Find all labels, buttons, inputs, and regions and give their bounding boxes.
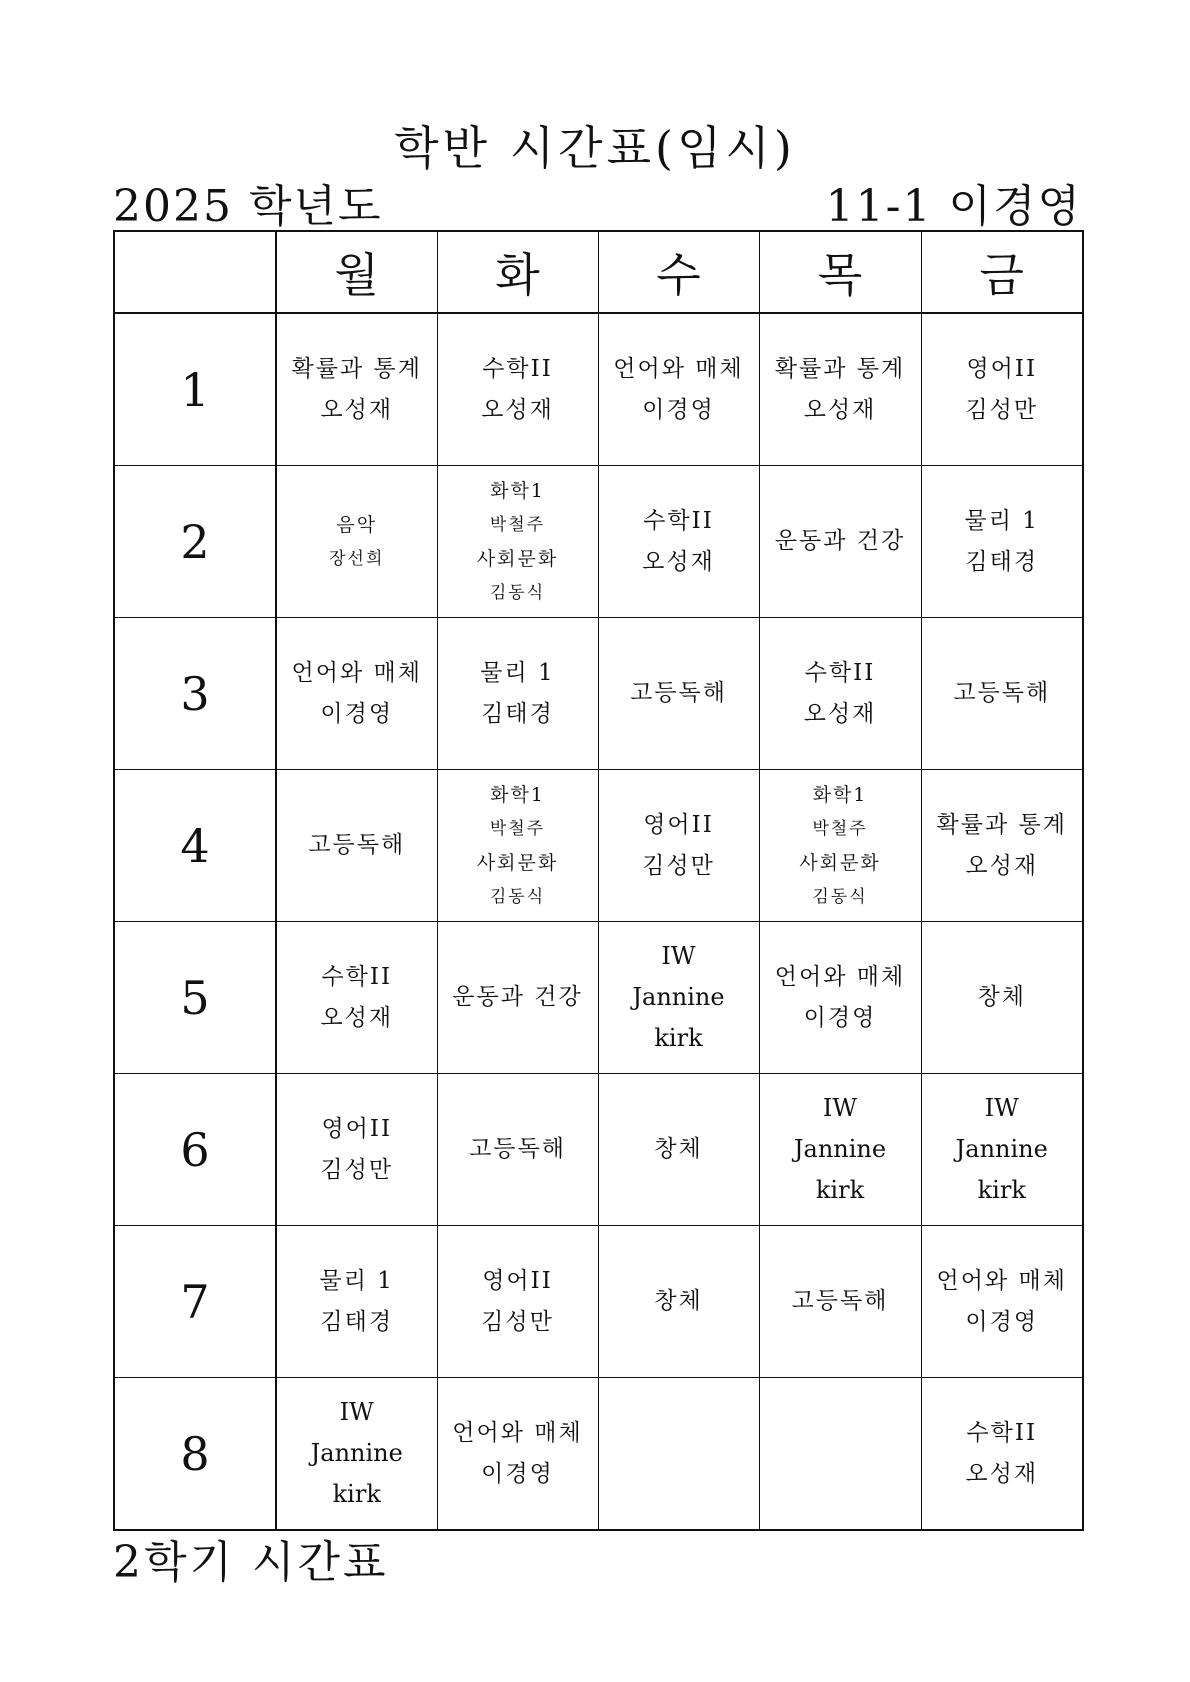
period-number: 2 bbox=[114, 466, 276, 618]
period-number: 8 bbox=[114, 1378, 276, 1531]
teacher-name: 이경영 bbox=[320, 700, 394, 727]
teacher-name: 김성만 bbox=[481, 1308, 554, 1335]
teacher-name: Jannine bbox=[310, 1439, 403, 1467]
class-cell-wed bbox=[598, 313, 759, 466]
class-cell-mon bbox=[276, 770, 437, 922]
class-cell-tue bbox=[437, 618, 598, 770]
subject-name: 사회문화 bbox=[476, 851, 559, 874]
subject-name: 언어와 매체 bbox=[452, 1419, 583, 1446]
class-cell-mon bbox=[276, 466, 437, 618]
class-cell-fri bbox=[921, 1378, 1083, 1531]
period-row bbox=[114, 313, 1083, 466]
subject-name: 영어II bbox=[643, 811, 714, 838]
teacher-name: 김성만 bbox=[965, 396, 1039, 423]
teacher-name: 이경영 bbox=[803, 1004, 877, 1031]
subject-name: 언어와 매체 bbox=[936, 1267, 1067, 1294]
subject-name: 창체 bbox=[977, 984, 1026, 1010]
subject-name: 수학II bbox=[643, 507, 714, 534]
teacher-name: 오성재 bbox=[320, 396, 394, 423]
page-title: 학반 시간표(임시) bbox=[394, 121, 796, 175]
teacher-name: 박철주 bbox=[489, 514, 546, 535]
teacher-name: 오성재 bbox=[481, 396, 554, 423]
subject-name: 사회문화 bbox=[476, 547, 559, 570]
subject-name: 창체 bbox=[654, 1288, 703, 1314]
subject-name: 고등독해 bbox=[630, 680, 727, 706]
subject-name: 화학1 bbox=[812, 783, 868, 806]
class-cell-thu bbox=[759, 1226, 921, 1378]
subject-name: 물리 1 bbox=[964, 507, 1039, 534]
class-cell-wed bbox=[598, 1074, 759, 1226]
class-cell-wed bbox=[598, 922, 759, 1074]
subject-name: 영어II bbox=[966, 355, 1038, 382]
subject-name: 고등독해 bbox=[791, 1288, 889, 1314]
class-cell-mon bbox=[276, 1074, 437, 1226]
subject-name: 음악 bbox=[336, 513, 378, 536]
class-cell-fri bbox=[921, 922, 1083, 1074]
subject-name: 고등독해 bbox=[308, 832, 406, 858]
school-year-label: 2025 학년도 bbox=[113, 181, 383, 232]
subject-name: IW bbox=[984, 1094, 1019, 1122]
subject-name: 고등독해 bbox=[953, 680, 1051, 706]
period-number: 3 bbox=[114, 618, 276, 770]
teacher-name: 오성재 bbox=[965, 852, 1039, 879]
subject-name: IW bbox=[339, 1398, 374, 1426]
subject-name: 사회문화 bbox=[799, 851, 881, 874]
teacher-name: 김성만 bbox=[320, 1156, 394, 1183]
subject-name: IW bbox=[822, 1094, 858, 1122]
subject-name: 운동과 건강 bbox=[452, 984, 583, 1010]
subject-name: 수학II bbox=[966, 1419, 1038, 1446]
class-cell-thu bbox=[759, 313, 921, 466]
period-row bbox=[114, 1378, 1083, 1531]
subject-name: 물리 1 bbox=[319, 1267, 394, 1294]
class-cell-thu bbox=[759, 466, 921, 618]
class-cell-tue bbox=[437, 1378, 598, 1531]
class-cell-tue bbox=[437, 466, 598, 618]
teacher-name: 이경영 bbox=[965, 1308, 1039, 1335]
class-cell-wed bbox=[598, 618, 759, 770]
subject-name: 수학II bbox=[321, 963, 393, 990]
timetable bbox=[113, 230, 1084, 1531]
period-number: 5 bbox=[114, 922, 276, 1074]
class-cell-mon bbox=[276, 313, 437, 466]
teacher-name: 김동식 bbox=[489, 582, 546, 603]
teacher-name: 김태경 bbox=[320, 1308, 394, 1335]
subject-name: 화학1 bbox=[490, 783, 545, 806]
teacher-name: 김성만 bbox=[642, 852, 715, 879]
subject-name: 확률과 통계 bbox=[291, 355, 422, 382]
class-cell-fri bbox=[921, 1074, 1083, 1226]
subject-name: kirk bbox=[654, 1024, 703, 1052]
teacher-name: 오성재 bbox=[965, 1460, 1039, 1487]
teacher-name: 오성재 bbox=[803, 700, 877, 727]
class-cell-tue bbox=[437, 1074, 598, 1226]
class-cell-tue bbox=[437, 1226, 598, 1378]
subject-name: 언어와 매체 bbox=[291, 659, 422, 686]
class-cell-tue bbox=[437, 770, 598, 922]
class-cell-thu bbox=[759, 618, 921, 770]
class-cell-thu bbox=[759, 1074, 921, 1226]
teacher-name: 박철주 bbox=[489, 818, 546, 839]
teacher-name: 이경영 bbox=[642, 396, 715, 423]
subject-name: 확률과 통계 bbox=[936, 811, 1067, 838]
subject-name: 수학II bbox=[482, 355, 553, 382]
subject-name: kirk bbox=[977, 1176, 1026, 1204]
class-cell-wed bbox=[598, 1226, 759, 1378]
period-number: 4 bbox=[114, 770, 276, 922]
class-cell-tue bbox=[437, 313, 598, 466]
subject-name: 물리 1 bbox=[480, 659, 555, 686]
class-cell-mon bbox=[276, 618, 437, 770]
day-header-tue: 화 bbox=[437, 231, 598, 313]
subject-name: 운동과 건강 bbox=[774, 528, 906, 554]
teacher-name: 김태경 bbox=[965, 548, 1039, 575]
teacher-name: 김태경 bbox=[481, 700, 554, 727]
class-cell-wed bbox=[598, 770, 759, 922]
subject-name: 수학II bbox=[804, 659, 876, 686]
header-row bbox=[113, 172, 1082, 232]
teacher-name: 오성재 bbox=[803, 396, 877, 423]
day-header-thu: 목 bbox=[759, 231, 921, 313]
subject-name: 고등독해 bbox=[469, 1136, 566, 1162]
class-cell-fri bbox=[921, 313, 1083, 466]
day-header-mon: 월 bbox=[276, 231, 437, 313]
subject-name: 영어II bbox=[482, 1267, 553, 1294]
period-row bbox=[114, 1226, 1083, 1378]
period-number: 6 bbox=[114, 1074, 276, 1226]
teacher-name: Jannine bbox=[793, 1135, 887, 1163]
teacher-name: Jannine bbox=[955, 1135, 1048, 1163]
class-cell-fri bbox=[921, 618, 1083, 770]
class-cell-fri bbox=[921, 770, 1083, 922]
teacher-name: 오성재 bbox=[642, 548, 715, 575]
period-row bbox=[114, 922, 1083, 1074]
period-row bbox=[114, 770, 1083, 922]
subject-name: 언어와 매체 bbox=[613, 355, 744, 382]
teacher-name: 오성재 bbox=[320, 1004, 394, 1031]
period-number: 1 bbox=[114, 313, 276, 466]
subject-name: 영어II bbox=[321, 1115, 393, 1142]
class-cell-fri bbox=[921, 1226, 1083, 1378]
subject-name: 확률과 통계 bbox=[774, 355, 906, 382]
day-header-fri: 금 bbox=[921, 231, 1083, 313]
class-cell-thu bbox=[759, 922, 921, 1074]
semester-footer: 2학기 시간표 bbox=[113, 1537, 389, 1588]
teacher-name: 김동식 bbox=[812, 886, 868, 907]
subject-name: 언어와 매체 bbox=[774, 963, 906, 990]
class-cell-mon bbox=[276, 922, 437, 1074]
subject-name: kirk bbox=[332, 1480, 381, 1508]
teacher-name: Jannine bbox=[632, 983, 725, 1011]
class-teacher-label: 11-1 이경영 bbox=[825, 181, 1082, 232]
teacher-name: 장선희 bbox=[329, 548, 385, 569]
teacher-name: 김동식 bbox=[489, 886, 546, 907]
subject-name: 창체 bbox=[654, 1136, 703, 1162]
day-header-row bbox=[114, 231, 1083, 313]
class-cell-tue bbox=[437, 922, 598, 1074]
teacher-name: 박철주 bbox=[812, 818, 868, 839]
class-cell-fri bbox=[921, 466, 1083, 618]
day-header-wed: 수 bbox=[598, 231, 759, 313]
class-cell-thu bbox=[759, 770, 921, 922]
corner-cell bbox=[114, 231, 276, 313]
subject-name: IW bbox=[661, 942, 696, 970]
subject-name: 화학1 bbox=[490, 479, 545, 502]
class-cell-wed bbox=[598, 466, 759, 618]
subject-name: kirk bbox=[815, 1176, 865, 1204]
period-row bbox=[114, 1074, 1083, 1226]
class-cell-thu bbox=[759, 1378, 921, 1531]
period-row bbox=[114, 618, 1083, 770]
period-row bbox=[114, 466, 1083, 618]
period-number: 7 bbox=[114, 1226, 276, 1378]
class-cell-wed bbox=[598, 1378, 759, 1531]
class-cell-mon bbox=[276, 1226, 437, 1378]
teacher-name: 이경영 bbox=[481, 1460, 554, 1487]
class-cell-mon bbox=[276, 1378, 437, 1531]
